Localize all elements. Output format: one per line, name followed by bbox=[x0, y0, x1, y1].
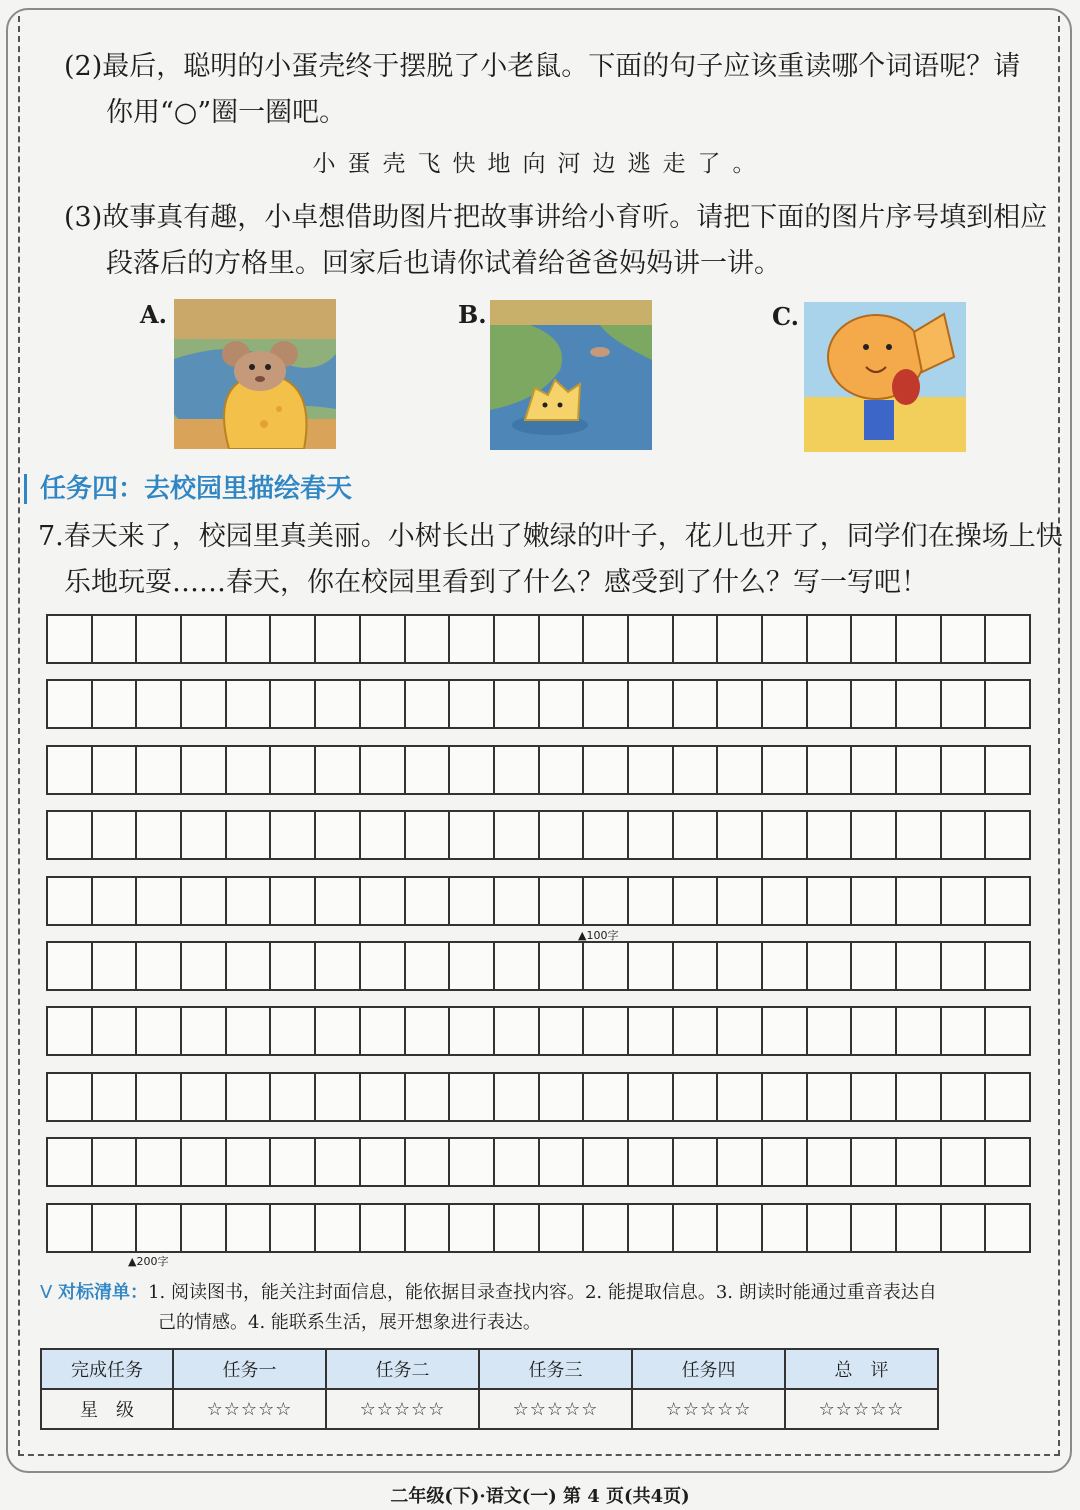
grid-cell[interactable] bbox=[93, 679, 138, 729]
grid-cell[interactable] bbox=[271, 1072, 316, 1122]
grid-cell[interactable] bbox=[93, 810, 138, 860]
grid-cell[interactable] bbox=[986, 1072, 1031, 1122]
grid-cell[interactable] bbox=[271, 1203, 316, 1253]
grid-cell[interactable] bbox=[718, 614, 763, 664]
grid-row bbox=[46, 1203, 1031, 1253]
grid-cell[interactable] bbox=[540, 1203, 585, 1253]
grid-cell[interactable] bbox=[48, 614, 93, 664]
grid-cell[interactable] bbox=[450, 810, 495, 860]
grid-cell[interactable] bbox=[540, 1006, 585, 1056]
grid-cell[interactable] bbox=[674, 1006, 719, 1056]
grid-cell[interactable] bbox=[137, 941, 182, 991]
grid-cell[interactable] bbox=[674, 1072, 719, 1122]
stars-overall[interactable]: ☆☆☆☆☆ bbox=[785, 1389, 938, 1429]
grid-cell[interactable] bbox=[629, 614, 674, 664]
grid-cell[interactable] bbox=[406, 679, 451, 729]
grid-cell[interactable] bbox=[763, 810, 808, 860]
stars-task-4[interactable]: ☆☆☆☆☆ bbox=[632, 1389, 785, 1429]
grid-cell[interactable] bbox=[316, 810, 361, 860]
grid-cell[interactable] bbox=[674, 810, 719, 860]
grid-cell[interactable] bbox=[718, 1006, 763, 1056]
grid-cell[interactable] bbox=[674, 941, 719, 991]
grid-cell[interactable] bbox=[942, 1006, 987, 1056]
grid-row bbox=[46, 679, 1031, 729]
picture-b-eggshell-in-river bbox=[490, 300, 652, 450]
grid-cell[interactable] bbox=[316, 1203, 361, 1253]
grid-cell[interactable] bbox=[48, 1006, 93, 1056]
grid-cell[interactable] bbox=[495, 876, 540, 926]
grid-cell[interactable] bbox=[316, 1006, 361, 1056]
grid-cell[interactable] bbox=[450, 679, 495, 729]
grid-cell[interactable] bbox=[406, 1137, 451, 1187]
grid-cell[interactable] bbox=[406, 614, 451, 664]
grid-cell[interactable] bbox=[852, 1203, 897, 1253]
score-table bbox=[40, 1348, 939, 1430]
grid-cell[interactable] bbox=[48, 679, 93, 729]
grid-cell[interactable] bbox=[584, 745, 629, 795]
task4-title: 任务四：去校园里描绘春天 bbox=[40, 474, 353, 504]
grid-cell[interactable] bbox=[852, 614, 897, 664]
q3-line1: (3)故事真有趣，小卓想借助图片把故事讲给小育听。请把下面的图片序号填到相应 bbox=[64, 202, 1048, 233]
grid-row bbox=[46, 614, 1031, 664]
grid-cell[interactable] bbox=[942, 1072, 987, 1122]
grid-cell[interactable] bbox=[763, 1072, 808, 1122]
grid-cell[interactable] bbox=[540, 614, 585, 664]
grid-cell[interactable] bbox=[540, 1137, 585, 1187]
grid-cell[interactable] bbox=[182, 1203, 227, 1253]
grid-cell[interactable] bbox=[450, 1137, 495, 1187]
grid-cell[interactable] bbox=[361, 1137, 406, 1187]
grid-cell[interactable] bbox=[137, 1006, 182, 1056]
grid-cell[interactable] bbox=[93, 876, 138, 926]
grid-cell[interactable] bbox=[450, 876, 495, 926]
grid-cell[interactable] bbox=[986, 745, 1031, 795]
grid-cell[interactable] bbox=[361, 745, 406, 795]
grid-cell[interactable] bbox=[271, 679, 316, 729]
grid-cell[interactable] bbox=[495, 1137, 540, 1187]
grid-cell[interactable] bbox=[986, 1137, 1031, 1187]
grid-cell[interactable] bbox=[808, 679, 853, 729]
grid-cell[interactable] bbox=[629, 1137, 674, 1187]
grid-row bbox=[46, 876, 1031, 926]
q2-sentence: 小蛋壳飞快地向河边逃走了。 bbox=[312, 151, 768, 177]
grid-cell[interactable] bbox=[584, 1006, 629, 1056]
grid-cell[interactable] bbox=[718, 810, 763, 860]
grid-cell[interactable] bbox=[227, 876, 272, 926]
header-complete-task: 完成任务 bbox=[41, 1349, 173, 1389]
grid-cell[interactable] bbox=[48, 745, 93, 795]
grid-cell[interactable] bbox=[897, 745, 942, 795]
grid-cell[interactable] bbox=[406, 1072, 451, 1122]
grid-cell[interactable] bbox=[674, 1203, 719, 1253]
marker-100-chars: ▲100字 bbox=[578, 929, 619, 942]
grid-cell[interactable] bbox=[808, 614, 853, 664]
grid-cell[interactable] bbox=[674, 679, 719, 729]
q3-line2: 段落后的方格里。回家后也请你试着给爸爸妈妈讲一讲。 bbox=[106, 248, 781, 279]
grid-cell[interactable] bbox=[93, 614, 138, 664]
grid-cell[interactable] bbox=[495, 810, 540, 860]
grid-cell[interactable] bbox=[629, 876, 674, 926]
grid-cell[interactable] bbox=[852, 1072, 897, 1122]
grid-cell[interactable] bbox=[182, 1006, 227, 1056]
picture-label-c: C. bbox=[772, 302, 800, 331]
grid-cell[interactable] bbox=[182, 1072, 227, 1122]
picture-label-b: B. bbox=[458, 300, 487, 329]
grid-cell[interactable] bbox=[93, 1137, 138, 1187]
grid-cell[interactable] bbox=[271, 941, 316, 991]
grid-cell[interactable] bbox=[718, 941, 763, 991]
grid-cell[interactable] bbox=[361, 941, 406, 991]
stars-task-3[interactable]: ☆☆☆☆☆ bbox=[479, 1389, 632, 1429]
checklist bbox=[40, 1278, 1040, 1338]
grid-cell[interactable] bbox=[674, 876, 719, 926]
grid-cell[interactable] bbox=[361, 1072, 406, 1122]
grid-cell[interactable] bbox=[137, 1137, 182, 1187]
grid-cell[interactable] bbox=[227, 679, 272, 729]
grid-cell[interactable] bbox=[942, 745, 987, 795]
grid-cell[interactable] bbox=[271, 614, 316, 664]
grid-cell[interactable] bbox=[316, 679, 361, 729]
checklist-line1: 1. 阅读图书，能关注封面信息，能依据目录查找内容。2. 能提取信息。3. 朗读时能通过重音表达自 bbox=[148, 1282, 937, 1303]
grid-cell[interactable] bbox=[450, 745, 495, 795]
grid-cell[interactable] bbox=[986, 679, 1031, 729]
header-overall: 总 评 bbox=[785, 1349, 938, 1389]
grid-cell[interactable] bbox=[182, 810, 227, 860]
grid-cell[interactable] bbox=[182, 941, 227, 991]
grid-cell[interactable] bbox=[942, 941, 987, 991]
grid-cell[interactable] bbox=[93, 1072, 138, 1122]
grid-cell[interactable] bbox=[852, 1006, 897, 1056]
header-task-2: 任务二 bbox=[326, 1349, 479, 1389]
grid-cell[interactable] bbox=[584, 810, 629, 860]
grid-cell[interactable] bbox=[942, 810, 987, 860]
grid-cell[interactable] bbox=[495, 1006, 540, 1056]
grid-cell[interactable] bbox=[808, 745, 853, 795]
grid-cell[interactable] bbox=[897, 1203, 942, 1253]
grid-cell[interactable] bbox=[629, 745, 674, 795]
grid-cell[interactable] bbox=[182, 1137, 227, 1187]
grid-row bbox=[46, 745, 1031, 795]
grid-cell[interactable] bbox=[763, 1137, 808, 1187]
grid-cell[interactable] bbox=[495, 679, 540, 729]
grid-row bbox=[46, 810, 1031, 860]
grid-cell[interactable] bbox=[227, 810, 272, 860]
grid-cell[interactable] bbox=[271, 745, 316, 795]
grid-cell[interactable] bbox=[137, 1072, 182, 1122]
grid-cell[interactable] bbox=[316, 1072, 361, 1122]
grid-cell[interactable] bbox=[361, 810, 406, 860]
grid-cell[interactable] bbox=[495, 745, 540, 795]
grid-cell[interactable] bbox=[540, 745, 585, 795]
grid-cell[interactable] bbox=[584, 1137, 629, 1187]
grid-cell[interactable] bbox=[48, 810, 93, 860]
grid-cell[interactable] bbox=[271, 1137, 316, 1187]
grid-cell[interactable] bbox=[227, 941, 272, 991]
grid-cell[interactable] bbox=[986, 810, 1031, 860]
picture-c-eggshell-with-mouse bbox=[804, 302, 966, 452]
grid-cell[interactable] bbox=[897, 1137, 942, 1187]
grid-cell[interactable] bbox=[763, 1006, 808, 1056]
grid-cell[interactable] bbox=[540, 876, 585, 926]
grid-cell[interactable] bbox=[629, 1072, 674, 1122]
grid-cell[interactable] bbox=[629, 810, 674, 860]
grid-cell[interactable] bbox=[808, 1203, 853, 1253]
grid-cell[interactable] bbox=[227, 745, 272, 795]
grid-cell[interactable] bbox=[227, 1072, 272, 1122]
grid-cell[interactable] bbox=[808, 1072, 853, 1122]
grid-cell[interactable] bbox=[629, 679, 674, 729]
grid-cell[interactable] bbox=[271, 876, 316, 926]
grid-cell[interactable] bbox=[316, 876, 361, 926]
grid-cell[interactable] bbox=[629, 941, 674, 991]
q7-line2: 乐地玩耍……春天，你在校园里看到了什么？感受到了什么？写一写吧！ bbox=[64, 567, 928, 598]
grid-cell[interactable] bbox=[540, 941, 585, 991]
grid-cell[interactable] bbox=[852, 745, 897, 795]
grid-cell[interactable] bbox=[540, 810, 585, 860]
header-task-1: 任务一 bbox=[173, 1349, 326, 1389]
grid-cell[interactable] bbox=[584, 1072, 629, 1122]
grid-cell[interactable] bbox=[763, 941, 808, 991]
grid-cell[interactable] bbox=[584, 1203, 629, 1253]
grid-cell[interactable] bbox=[137, 679, 182, 729]
grid-cell[interactable] bbox=[271, 1006, 316, 1056]
grid-cell[interactable] bbox=[674, 745, 719, 795]
grid-cell[interactable] bbox=[852, 1137, 897, 1187]
grid-cell[interactable] bbox=[227, 1006, 272, 1056]
task-accent-bar bbox=[24, 474, 27, 504]
grid-cell[interactable] bbox=[182, 745, 227, 795]
grid-cell[interactable] bbox=[540, 1072, 585, 1122]
sprout-icon: ⴸ bbox=[40, 1282, 53, 1303]
grid-cell[interactable] bbox=[316, 1137, 361, 1187]
grid-cell[interactable] bbox=[495, 614, 540, 664]
page-footer: 二年级(下)·语文(一) 第 4 页(共4页) bbox=[390, 1486, 690, 1507]
grid-cell[interactable] bbox=[137, 614, 182, 664]
grid-cell[interactable] bbox=[182, 876, 227, 926]
grid-cell[interactable] bbox=[406, 876, 451, 926]
grid-cell[interactable] bbox=[48, 1072, 93, 1122]
grid-cell[interactable] bbox=[763, 876, 808, 926]
grid-cell[interactable] bbox=[227, 1203, 272, 1253]
grid-cell[interactable] bbox=[897, 1006, 942, 1056]
stars-task-1[interactable]: ☆☆☆☆☆ bbox=[173, 1389, 326, 1429]
picture-a-mouse-in-eggshell bbox=[174, 299, 336, 449]
grid-cell[interactable] bbox=[897, 876, 942, 926]
grid-cell[interactable] bbox=[986, 941, 1031, 991]
grid-cell[interactable] bbox=[495, 1203, 540, 1253]
grid-cell[interactable] bbox=[808, 876, 853, 926]
grid-cell[interactable] bbox=[93, 1203, 138, 1253]
grid-cell[interactable] bbox=[897, 1072, 942, 1122]
grid-cell[interactable] bbox=[406, 1006, 451, 1056]
grid-cell[interactable] bbox=[450, 1203, 495, 1253]
checklist-line2: 己的情感。4. 能联系生活，展开想象进行表达。 bbox=[158, 1312, 541, 1333]
grid-cell[interactable] bbox=[48, 1137, 93, 1187]
grid-cell[interactable] bbox=[942, 614, 987, 664]
grid-cell[interactable] bbox=[629, 1203, 674, 1253]
grid-cell[interactable] bbox=[182, 679, 227, 729]
grid-cell[interactable] bbox=[584, 941, 629, 991]
grid-cell[interactable] bbox=[763, 679, 808, 729]
grid-cell[interactable] bbox=[852, 941, 897, 991]
grid-cell[interactable] bbox=[495, 941, 540, 991]
grid-cell[interactable] bbox=[942, 1203, 987, 1253]
grid-cell[interactable] bbox=[406, 1203, 451, 1253]
grid-cell[interactable] bbox=[718, 876, 763, 926]
grid-cell[interactable] bbox=[986, 614, 1031, 664]
grid-cell[interactable] bbox=[271, 810, 316, 860]
grid-cell[interactable] bbox=[450, 1072, 495, 1122]
grid-cell[interactable] bbox=[718, 1072, 763, 1122]
row-label-star-level: 星 级 bbox=[41, 1389, 173, 1429]
grid-cell[interactable] bbox=[227, 1137, 272, 1187]
grid-cell[interactable] bbox=[361, 1006, 406, 1056]
grid-cell[interactable] bbox=[93, 745, 138, 795]
grid-cell[interactable] bbox=[629, 1006, 674, 1056]
grid-cell[interactable] bbox=[718, 679, 763, 729]
grid-cell[interactable] bbox=[137, 1203, 182, 1253]
grid-cell[interactable] bbox=[48, 1203, 93, 1253]
grid-cell[interactable] bbox=[495, 1072, 540, 1122]
grid-cell[interactable] bbox=[406, 941, 451, 991]
grid-cell[interactable] bbox=[361, 614, 406, 664]
grid-cell[interactable] bbox=[48, 876, 93, 926]
grid-cell[interactable] bbox=[897, 614, 942, 664]
grid-cell[interactable] bbox=[406, 745, 451, 795]
grid-cell[interactable] bbox=[763, 614, 808, 664]
grid-cell[interactable] bbox=[584, 679, 629, 729]
grid-cell[interactable] bbox=[718, 745, 763, 795]
grid-cell[interactable] bbox=[137, 745, 182, 795]
grid-cell[interactable] bbox=[942, 679, 987, 729]
grid-cell[interactable] bbox=[584, 614, 629, 664]
marker-200-chars: ▲200字 bbox=[128, 1255, 169, 1268]
grid-cell[interactable] bbox=[450, 614, 495, 664]
grid-cell[interactable] bbox=[808, 810, 853, 860]
grid-cell[interactable] bbox=[852, 810, 897, 860]
header-task-3: 任务三 bbox=[479, 1349, 632, 1389]
grid-cell[interactable] bbox=[942, 1137, 987, 1187]
grid-cell[interactable] bbox=[808, 1137, 853, 1187]
grid-cell[interactable] bbox=[763, 745, 808, 795]
grid-row bbox=[46, 1072, 1031, 1122]
grid-cell[interactable] bbox=[540, 679, 585, 729]
grid-row bbox=[46, 941, 1031, 991]
grid-cell[interactable] bbox=[450, 1006, 495, 1056]
grid-cell[interactable] bbox=[316, 614, 361, 664]
grid-cell[interactable] bbox=[361, 679, 406, 729]
grid-cell[interactable] bbox=[227, 614, 272, 664]
grid-cell[interactable] bbox=[718, 1203, 763, 1253]
grid-cell[interactable] bbox=[93, 1006, 138, 1056]
grid-cell[interactable] bbox=[674, 1137, 719, 1187]
grid-row bbox=[46, 1006, 1031, 1056]
grid-cell[interactable] bbox=[986, 1203, 1031, 1253]
grid-cell[interactable] bbox=[808, 1006, 853, 1056]
grid-cell[interactable] bbox=[986, 876, 1031, 926]
grid-cell[interactable] bbox=[674, 614, 719, 664]
q2-line2: 你用“○”圈一圈吧。 bbox=[106, 97, 347, 128]
grid-cell[interactable] bbox=[137, 810, 182, 860]
grid-row bbox=[46, 1137, 1031, 1187]
grid-cell[interactable] bbox=[406, 810, 451, 860]
grid-cell[interactable] bbox=[584, 876, 629, 926]
grid-cell[interactable] bbox=[182, 614, 227, 664]
grid-cell[interactable] bbox=[450, 941, 495, 991]
picture-label-a: A. bbox=[140, 300, 167, 329]
grid-cell[interactable] bbox=[808, 941, 853, 991]
grid-cell[interactable] bbox=[852, 876, 897, 926]
grid-cell[interactable] bbox=[718, 1137, 763, 1187]
stars-task-2[interactable]: ☆☆☆☆☆ bbox=[326, 1389, 479, 1429]
grid-cell[interactable] bbox=[897, 679, 942, 729]
checklist-lead: 对标清单： bbox=[58, 1282, 149, 1303]
grid-cell[interactable] bbox=[137, 876, 182, 926]
grid-cell[interactable] bbox=[93, 941, 138, 991]
grid-cell[interactable] bbox=[897, 810, 942, 860]
grid-cell[interactable] bbox=[986, 1006, 1031, 1056]
q7-line1: 7.春天来了，校园里真美丽。小树长出了嫩绿的叶子，花儿也开了，同学们在操场上快 bbox=[38, 521, 1063, 552]
header-task-4: 任务四 bbox=[632, 1349, 785, 1389]
grid-cell[interactable] bbox=[316, 941, 361, 991]
grid-cell[interactable] bbox=[361, 876, 406, 926]
q2-line1: (2)最后，聪明的小蛋壳终于摆脱了小老鼠。下面的句子应该重读哪个词语呢？请 bbox=[64, 51, 1021, 82]
grid-cell[interactable] bbox=[316, 745, 361, 795]
grid-cell[interactable] bbox=[942, 876, 987, 926]
grid-cell[interactable] bbox=[897, 941, 942, 991]
grid-cell[interactable] bbox=[48, 941, 93, 991]
grid-cell[interactable] bbox=[763, 1203, 808, 1253]
grid-cell[interactable] bbox=[852, 679, 897, 729]
grid-cell[interactable] bbox=[361, 1203, 406, 1253]
